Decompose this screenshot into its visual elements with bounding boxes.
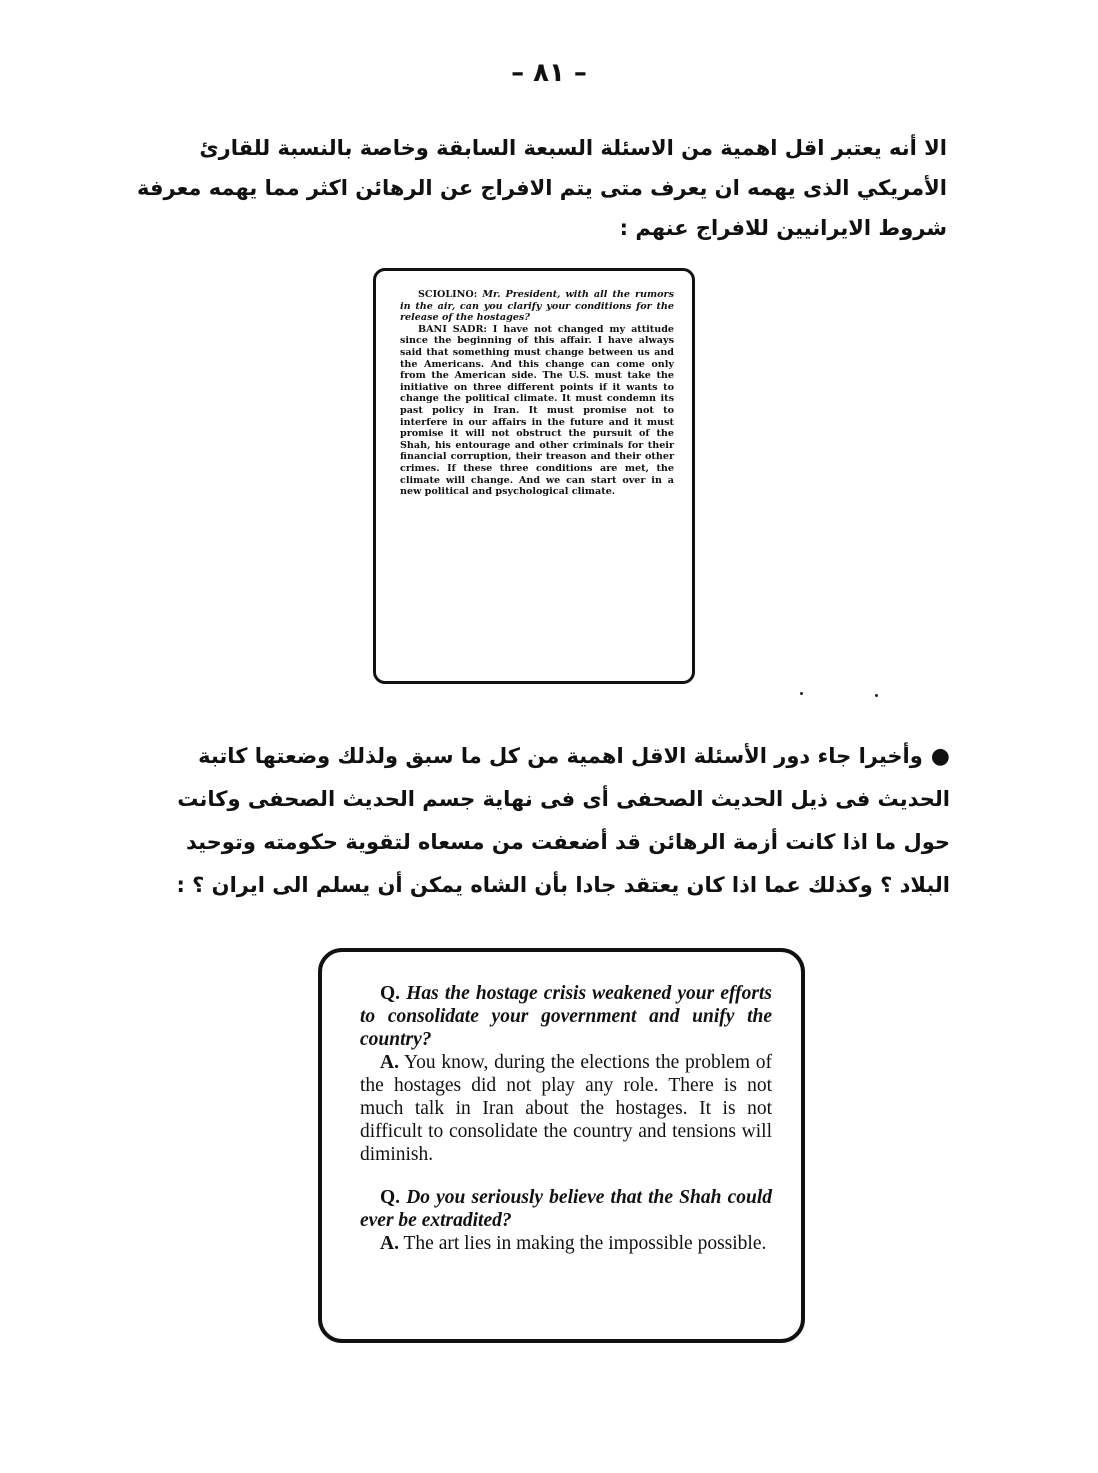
stray-dot — [875, 694, 878, 697]
question-paragraph — [400, 289, 674, 324]
intro-paragraph: الا أنه يعتبر اقل اهمية من الاسئلة السبعة السابقة وخاصة بالنسبة للقارئ الأمريكي الذى يهمه ان يعرف متى يتم الافراج عن الرهائن اكثر مما يهمه معرفة شروط الايرانيين للافراج عنهم : — [137, 136, 947, 240]
stray-dot — [800, 692, 803, 695]
page-number: – ٨١ – — [511, 58, 587, 88]
question-text: Do you seriously believe that the Shah could ever be extradited? — [360, 1187, 772, 1231]
question-label: Q. — [380, 983, 401, 1004]
answer-paragraph — [400, 324, 674, 498]
answer-text: The art lies in making the impossible possible. — [403, 1233, 767, 1254]
answer-paragraph — [360, 1051, 772, 1166]
body-paragraph — [150, 735, 950, 907]
answer-label: A. — [380, 1052, 399, 1073]
speaker-sciolino: SCIOLINO: — [418, 289, 478, 300]
answer-label: A. — [380, 1233, 399, 1254]
bullet-icon: ● — [930, 744, 950, 769]
answer-text: I have not changed my attitude since the beginning of this affair. I have always said that something must change between us and the Americans. And this change can come only from the American side. The U.S. must take the initiative on three different points if it wants to change the political climate. It must condemn its past policy in Iran. It must promise not to interfere in our affairs in the future and it must promise it will not obstruct the pursuit of the Shah, his entourage and other criminals for their financial corruption, their treason and their other crimes. If these three conditions are met, the climate will change. And we can start over in a new political and psychological climate. — [400, 323, 675, 498]
question-label: Q. — [380, 1187, 401, 1208]
answer-paragraph — [360, 1232, 772, 1255]
interview-excerpt-box-1 — [373, 268, 695, 684]
question-paragraph — [360, 1186, 772, 1232]
question-text: Has the hostage crisis weakened your efforts to consolidate your government and unify the country? — [360, 983, 772, 1050]
question-paragraph — [360, 982, 772, 1051]
excerpt-1-content — [400, 289, 674, 498]
question-text: Mr. President, with all the rumors in the air, can you clarify your conditions for the release of the hostages? — [400, 289, 675, 324]
excerpt-2-content — [360, 982, 772, 1255]
body-paragraph-text: وأخيرا جاء دور الأسئلة الاقل اهمية من كل ما سبق ولذلك وضعتها كاتبة الحديث فى ذيل الحديث الصحفى أى فى نهاية جسم الحديث الصحفى وكانت حول ما اذا كانت أزمة الرهائن قد أضعفت من مسعاه لتقوية حكومته وتوحيد البلاد ؟ وكذلك عما اذا كان يعتقد جادا بأن الشاه يمكن أن يسلم الى ايران ؟ : — [176, 744, 950, 897]
speaker-bani-sadr: BANI SADR: — [418, 323, 487, 335]
answer-text: You know, during the elections the problem of the hostages did not play any role. There is not much talk in Iran about the hostages. It is not difficult to consolidate the country and tensions will diminish. — [360, 1052, 772, 1165]
interview-excerpt-box-2 — [318, 948, 805, 1343]
